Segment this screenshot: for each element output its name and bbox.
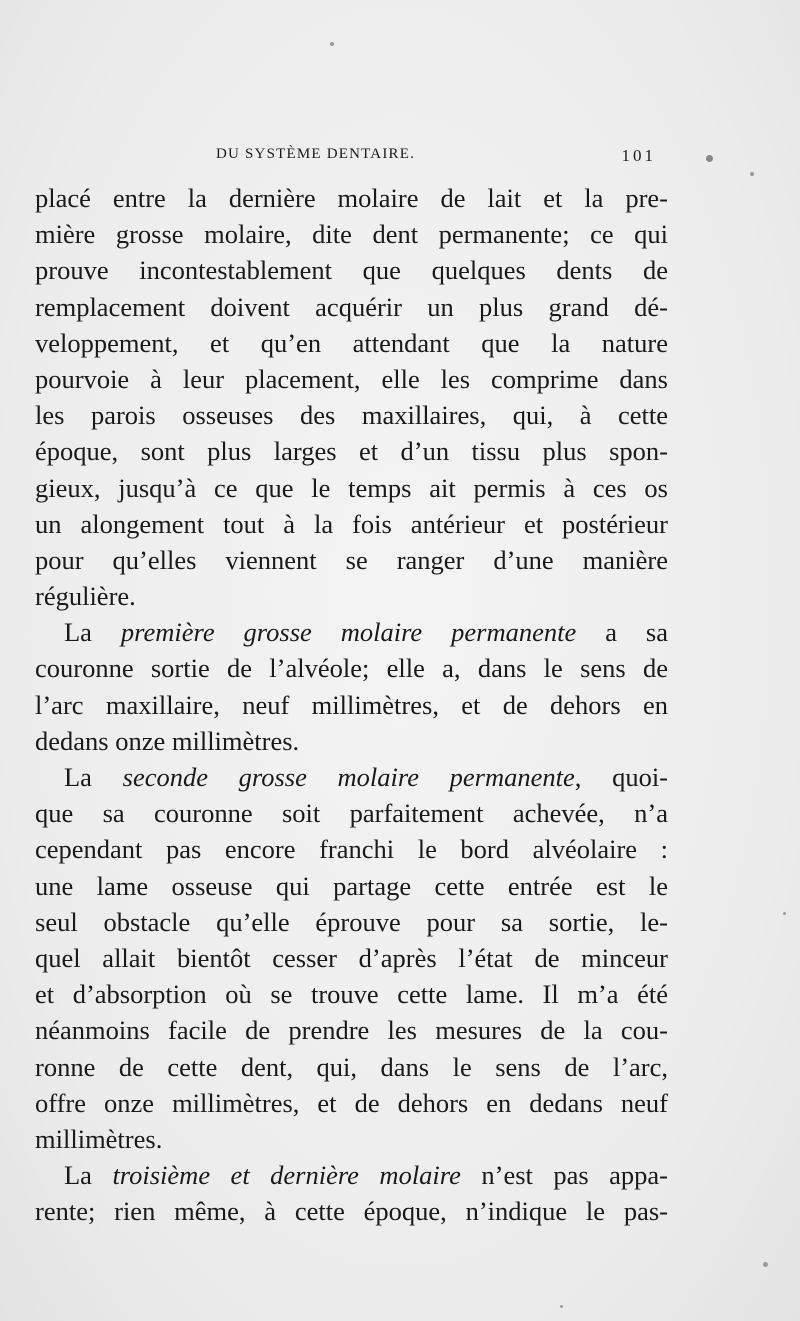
scan-speck bbox=[783, 912, 786, 915]
text-line: gieux, jusqu’à ce que le temps ait permis à ces os bbox=[35, 472, 668, 503]
scan-speck bbox=[763, 1262, 768, 1267]
text-line: époque, sont plus larges et d’un tissu plus spon- bbox=[35, 436, 668, 467]
text-line: veloppement, et qu’en attendant que la nature bbox=[35, 327, 668, 358]
scan-speck bbox=[560, 1305, 563, 1308]
text-line: rente; rien même, à cette époque, n’indique le pas- bbox=[35, 1196, 668, 1227]
scan-speck bbox=[706, 155, 713, 162]
text-line: les parois osseuses des maxillaires, qui, à cette bbox=[35, 400, 668, 431]
text-line: quel allait bientôt cesser d’après l’état de minceur bbox=[35, 942, 668, 973]
text-line: millimètres. bbox=[35, 1123, 163, 1154]
running-head bbox=[216, 146, 656, 170]
paragraph-first-line bbox=[35, 759, 668, 795]
text-line: ronne de cette dent, qui, dans le sens de l’arc, bbox=[35, 1051, 668, 1082]
text-line: l’arc maxillaire, neuf millimètres, et de dehors en bbox=[35, 689, 668, 720]
para-rest: n’est pas appa- bbox=[460, 1160, 669, 1191]
text-line: remplacement doivent acquérir un plus grand dé- bbox=[35, 291, 668, 322]
italic-term: première grosse molaire permanente bbox=[120, 617, 577, 648]
text-line: seul obstacle qu’elle éprouve pour sa sortie, le- bbox=[35, 906, 668, 937]
scan-speck bbox=[330, 42, 334, 46]
text-line: que sa couronne soit parfaitement achevée, n’a bbox=[35, 798, 668, 829]
text-line: un alongement tout à la fois antérieur et postérieur bbox=[35, 508, 668, 539]
paragraph-first-line bbox=[35, 614, 668, 650]
text-line: offre onze millimètres, et de dehors en dedans neuf bbox=[35, 1087, 668, 1118]
italic-term: seconde grosse molaire permanente bbox=[122, 762, 575, 792]
para-rest: , quoi- bbox=[574, 762, 668, 792]
para-rest: a sa bbox=[576, 617, 668, 648]
para-lead: La bbox=[64, 617, 121, 648]
scan-speck bbox=[750, 172, 754, 176]
body-text bbox=[35, 180, 668, 1229]
text-line: placé entre la dernière molaire de lait et la pre- bbox=[35, 183, 668, 213]
text-line: couronne sortie de l’alvéole; elle a, dans le sens de bbox=[35, 653, 668, 684]
text-line: dedans onze millimètres. bbox=[35, 725, 300, 756]
paragraph-first-line bbox=[35, 1157, 668, 1193]
page-number: 101 bbox=[621, 146, 656, 165]
text-line: une lame osseuse qui partage cette entrée est le bbox=[35, 870, 668, 901]
italic-term: troisième et dernière molaire bbox=[112, 1160, 461, 1191]
text-line: mière grosse molaire, dite dent permanente; ce qui bbox=[35, 219, 668, 250]
text-line: pourvoie à leur placement, elle les comprime dans bbox=[35, 363, 668, 394]
para-lead: La bbox=[64, 1160, 113, 1191]
text-line: et d’absorption où se trouve cette lame. Il m’a été bbox=[35, 979, 668, 1010]
running-title: DU SYSTÈME DENTAIRE. bbox=[216, 146, 416, 162]
text-line: pour qu’elles viennent se ranger d’une manière bbox=[35, 544, 668, 575]
text-line: cependant pas encore franchi le bord alvéolaire : bbox=[35, 834, 668, 865]
text-line: régulière. bbox=[35, 581, 136, 612]
text-line: prouve incontestablement que quelques dents de bbox=[35, 255, 668, 286]
para-lead: La bbox=[64, 762, 123, 792]
text-line: néanmoins facile de prendre les mesures de la cou- bbox=[35, 1015, 668, 1046]
